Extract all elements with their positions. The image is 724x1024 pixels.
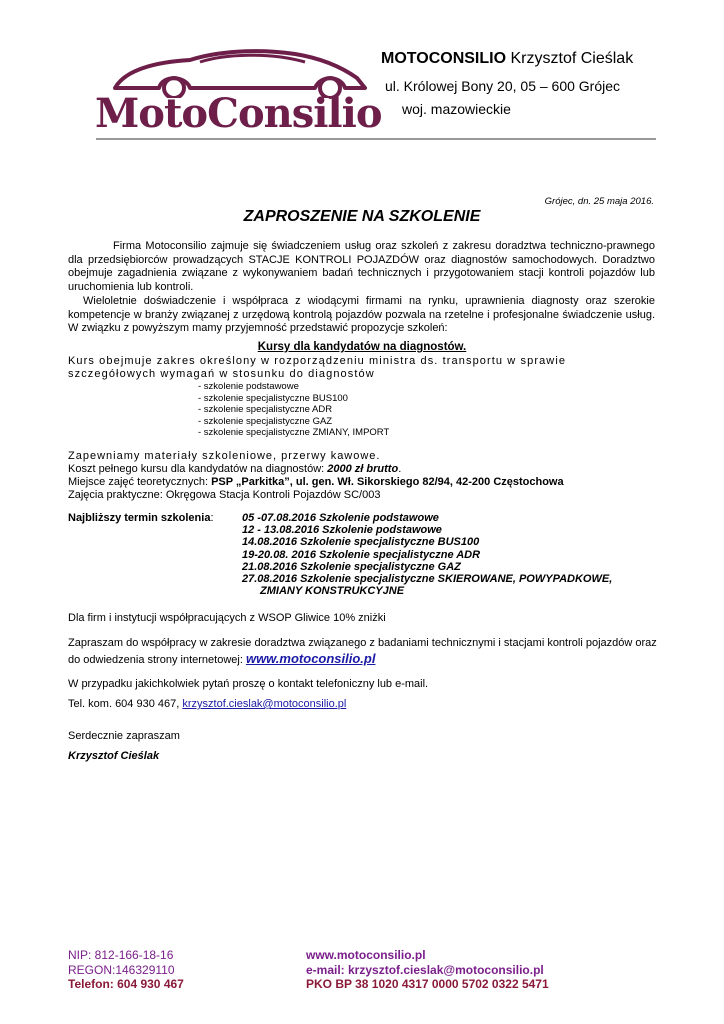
materials-line: Zapewniamy materiały szkoleniowe, przerwy kawowe. xyxy=(68,450,381,462)
theory-label: Miejsce zajęć teoretycznych: xyxy=(68,476,212,488)
course-intro: Kurs obejmuje zakres określony w rozporządzeniu ministra ds. transportu w sprawie szczegółowych wymagań w stosunku do diagnostów xyxy=(68,355,567,380)
letter-date: Grójec, dn. 25 maja 2016. xyxy=(544,196,654,207)
discount-note: Dla firm i instytucji współpracujących z WSOP Gliwice 10% zniżki xyxy=(68,612,386,624)
list-item: 21.08.2016 Szkolenie specjalistyczne GAZ xyxy=(242,560,461,573)
phone-email-line xyxy=(68,698,346,710)
letter-title xyxy=(0,208,724,226)
list-item: 19-20.08. 2016 Szkolenie specjalistyczne ADR xyxy=(242,548,481,561)
website-link[interactable]: www.motoconsilio.pl xyxy=(245,651,376,666)
list-item: 05 -07.08.2016 Szkolenie podstawowe xyxy=(242,512,439,524)
list-item: - szkolenie specjalistyczne GAZ xyxy=(198,415,333,427)
course-title: Kursy dla kandydatów na diagnostów. xyxy=(257,341,467,353)
schedule-list xyxy=(242,512,612,597)
header-divider xyxy=(96,138,656,140)
footer-phone: Telefon: 604 930 467 xyxy=(68,977,184,991)
course-list xyxy=(198,381,389,439)
phone-label: Tel. kom. 604 930 467, xyxy=(68,698,183,710)
paragraph-1: Firma Motoconsilio zajmuje się świadczeniem usług oraz szkoleń z zakresu doradztwa techniczno-prawnego dla przedsiębiorców prowadzących STACJE KONTROLI POJAZDÓW oraz diagnostów samochodowych. Doradztwo obejmuje zagadnienia związane z wykonywaniem badań technicznych i przygotowaniem stacji kontroli pojazdów lub uruchomienia lub kontroli. xyxy=(68,240,655,294)
letter-title-text: ZAPROSZENIE NA SZKOLENIE xyxy=(243,208,481,225)
company-name-rest: Krzysztof Cieślak xyxy=(506,50,634,67)
company-region: woj. mazowieckie xyxy=(402,101,511,117)
email-link[interactable]: krzysztof.cieslak@motoconsilio.pl xyxy=(182,698,347,710)
closing-text: Serdecznie zapraszam xyxy=(68,730,180,742)
list-item: - szkolenie specjalistyczne BUS100 xyxy=(198,392,348,404)
company-name-bold: MOTOCONSILIO xyxy=(381,50,507,67)
course-details xyxy=(68,450,668,502)
company-address: ul. Królowej Bony 20, 05 – 600 Grójec xyxy=(385,78,621,94)
paragraph-2: Wieloletnie doświadczenie i współpraca z wiodącymi firmami na rynku, uprawnienia diagnosty oraz szerokie kompetencje w branży związanej z urzędową kontrolą pojazdów pozwala na rzetelne i profesjonalne świadczenie usług. W związku z powyższym mamy przyjemność przedstawić propozycje szkoleń: xyxy=(68,294,655,335)
company-name xyxy=(381,50,633,68)
footer-regon: REGON:146329110 xyxy=(68,962,175,977)
theory-line xyxy=(68,476,668,489)
list-item: - szkolenie specjalistyczne ADR xyxy=(198,404,333,416)
signature: Krzysztof Cieślak xyxy=(68,750,160,762)
footer-email[interactable]: e-mail: krzysztof.cieslak@motoconsilio.pl xyxy=(306,962,544,977)
schedule-label-text: Najbliższy termin szkolenia xyxy=(68,512,211,524)
schedule-label: Najbliższy termin szkolenia: xyxy=(68,512,214,524)
list-item: - szkolenie podstawowe xyxy=(198,381,299,392)
footer-bank-account: PKO BP 38 1020 4317 0000 5702 0322 5471 xyxy=(306,977,549,991)
footer-website[interactable]: www.motoconsilio.pl xyxy=(306,948,426,962)
footer-nip: NIP: 812-166-18-16 xyxy=(68,948,174,962)
list-item: - szkolenie specjalistyczne ZMIANY, IMPORT xyxy=(198,427,390,439)
cost-value: 2000 zł brutto xyxy=(327,463,399,475)
list-item: 14.08.2016 Szkolenie specjalistyczne BUS100 xyxy=(242,536,480,549)
cooperation-note xyxy=(68,636,658,668)
cost-label: Koszt pełnego kursu dla kandydatów na diagnostów: xyxy=(68,463,328,475)
list-item: 12 - 13.08.2016 Szkolenie podstawowe xyxy=(242,524,442,537)
footer-company-ids xyxy=(68,948,184,992)
practice-line: Zajęcia praktyczne: Okręgowa Stacja Kontroli Pojazdów SC/003 xyxy=(68,489,381,501)
footer-contacts xyxy=(306,948,549,992)
list-item: 27.08.2016 Szkolenie specjalistyczne SKIEROWANE, POWYPADKOWE, xyxy=(242,573,613,586)
cooperation-text: Zapraszam do współpracy w zakresie doradztwa związanego z badaniami technicznymi i stacjami kontroli pojazdów oraz do odwiedzenia strony internetowej: xyxy=(68,637,657,666)
cost-line: Koszt pełnego kursu dla kandydatów na diagnostów: 2000 zł brutto. xyxy=(68,463,402,475)
intro-paragraphs xyxy=(68,240,655,336)
company-logo xyxy=(95,48,382,137)
list-item: ZMIANY KONSTRUKCYJNE xyxy=(260,585,405,598)
contact-note: W przypadku jakichkolwiek pytań proszę o kontakt telefoniczny lub e-mail. xyxy=(68,678,429,690)
theory-value: PSP „Parkitka”, ul. gen. Wł. Sikorskiego 82/94, 42-200 Częstochowa xyxy=(211,476,564,488)
logo-text: MotoConsilio xyxy=(95,90,382,137)
